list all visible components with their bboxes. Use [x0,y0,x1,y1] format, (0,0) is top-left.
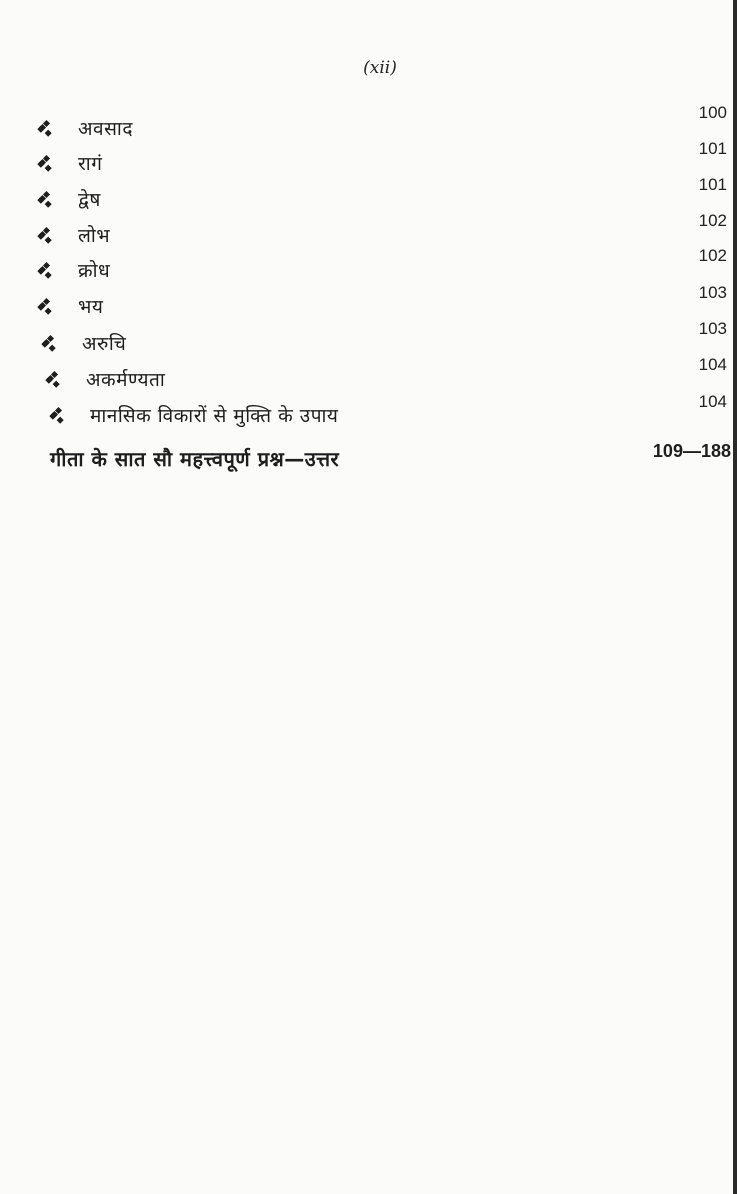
toc-entry-page: 101 [698,139,727,158]
toc-entry-page: 100 [698,103,727,122]
toc-entry-page: 103 [698,283,727,302]
toc-entry [40,113,724,143]
toc-entry [40,220,724,250]
toc-entry-title: लोभ [78,225,111,247]
toc-entry [40,148,724,178]
diamond-bullet-icon [52,408,66,422]
toc-entry-title: अवसाद [78,118,133,140]
toc-entry-page: 103 [698,319,727,338]
toc-entry-title: रागं [78,153,103,175]
toc-entry [48,364,724,394]
diamond-bullet-icon [40,299,54,313]
toc-entry-title: द्वेष [78,189,101,211]
toc-entry [40,291,724,321]
diamond-bullet-icon [40,228,54,242]
toc-entry-title: मानसिक विकारों से मुक्ति के उपाय [90,405,339,427]
toc-entry [40,255,724,285]
toc-entry-page: 104 [698,355,727,374]
toc-entry [40,184,724,214]
diamond-bullet-icon [40,121,54,135]
toc-section-pages: 109—188 [652,441,731,461]
toc-entry-title: भय [78,296,104,318]
page-edge-shadow [733,0,737,1194]
diamond-bullet-icon [40,192,54,206]
toc-section-title: गीता के सात सौ महत्त्वपूर्ण प्रश्न—उत्तर [50,447,340,471]
diamond-bullet-icon [40,156,54,170]
toc-entry-page: 104 [698,392,727,411]
toc-entry [44,328,724,358]
toc-entry-title: क्रोध [78,260,111,282]
page-number: (xii) [363,58,397,78]
diamond-bullet-icon [48,372,62,386]
toc-entry-page: 102 [698,246,727,265]
diamond-bullet-icon [40,263,54,277]
toc-entry [52,400,724,430]
toc-entry-page: 102 [698,211,727,230]
diamond-bullet-icon [44,336,58,350]
toc-entry-title: अकर्मण्यता [86,369,166,391]
toc-entry-title: अरुचि [82,333,127,355]
toc-entry-page: 101 [698,175,727,194]
